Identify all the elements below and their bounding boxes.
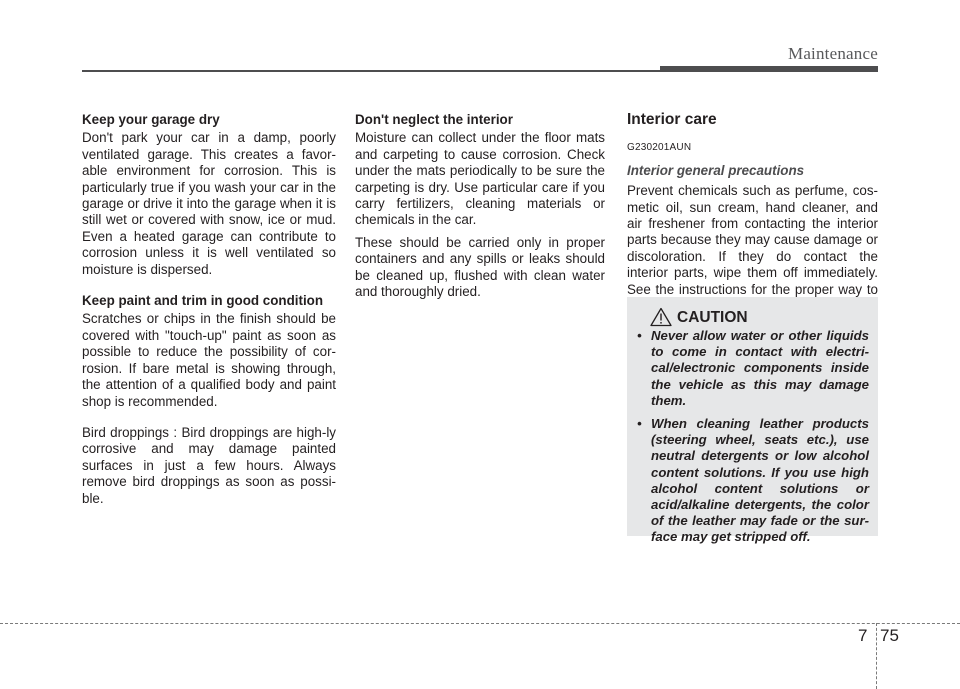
paint-heading: Keep paint and trim in good condition (82, 293, 324, 309)
garage-heading: Keep your garage dry (82, 112, 220, 127)
bird-droppings-paragraph: Bird droppings : Bird droppings are high-ly corrosive and may damage painted surfaces in just a few hours. Always remove bird droppings as soon as possi-ble. (82, 424, 336, 506)
left-column (82, 112, 336, 507)
interior-paragraph-2: These should be carried only in proper containers and any spills or leaks should be cleaned up, flushed with clean water and thoroughly dried. (355, 234, 605, 300)
interior-paragraph-1: Moisture can collect under the floor mats and carpeting to cause corrosion. Check under the mats periodically to be sure the carpeting is dry. Use particular care if you carry fertilizers, cleaning materials or chemicals in the car. (355, 130, 605, 228)
header-rule (82, 70, 660, 72)
caution-item-text: Never allow water or other liquids to come in contact with electri-cal/electronic components inside the vehicle as this may damage them. (651, 328, 869, 408)
interior-heading: Don't neglect the interior (355, 112, 513, 127)
caution-title: CAUTION (677, 309, 748, 326)
bullet: • (637, 328, 642, 343)
paint-paragraph: Scratches or chips in the finish should be covered with "touch-up" paint as soon as possible to reduce the possibility of cor-rosion. If bare metal is showing through, the attention of a qualified body and paint shop is recommended. (82, 311, 336, 409)
page-number: 75 (880, 626, 899, 645)
section-code: G230201AUN (627, 142, 692, 154)
caution-list (637, 328, 869, 553)
caution-box (627, 297, 878, 545)
section-title: Maintenance (788, 44, 878, 63)
interior-precautions-subheading: Interior general precautions (627, 162, 805, 178)
middle-column (355, 112, 605, 300)
right-column (627, 112, 878, 314)
chapter-number: 7 (858, 626, 868, 645)
caution-item-water (637, 328, 869, 409)
interior-precautions-paragraph: Prevent chemicals such as perfume, cos-metic oil, sun cream, hand cleaner, and air freshener from contacting the interior parts because they may cause damage or discoloration. If they do contact the interior parts, wipe them off immediately. See the instructions for the proper way to (627, 183, 878, 297)
warning-triangle-icon (650, 307, 672, 327)
header-rule-accent (660, 66, 878, 72)
garage-paragraph: Don't park your car in a damp, poorly ventilated garage. This creates a favor-able environment for corrosion. This is particularly true if you wash your car in the garage or drive it into the garage when it is still wet or covered with snow, ice or mud. Even a heated garage can contribute to corrosion unless it is well ventilated so moisture is dispersed. (82, 130, 336, 277)
bullet: • (637, 416, 642, 432)
caution-item-leather (637, 416, 869, 546)
footer-divider (876, 623, 877, 689)
footer-rule (0, 623, 960, 624)
interior-care-heading: Interior care (627, 111, 717, 128)
caution-item-text: When cleaning leather products (steering wheel, seats etc.), use neutral detergents or low alcohol content solutions. If you use high alcohol content solutions or acid/alkaline detergents, the color of the leather may fade or the sur-face may get stripped off. (651, 416, 869, 545)
